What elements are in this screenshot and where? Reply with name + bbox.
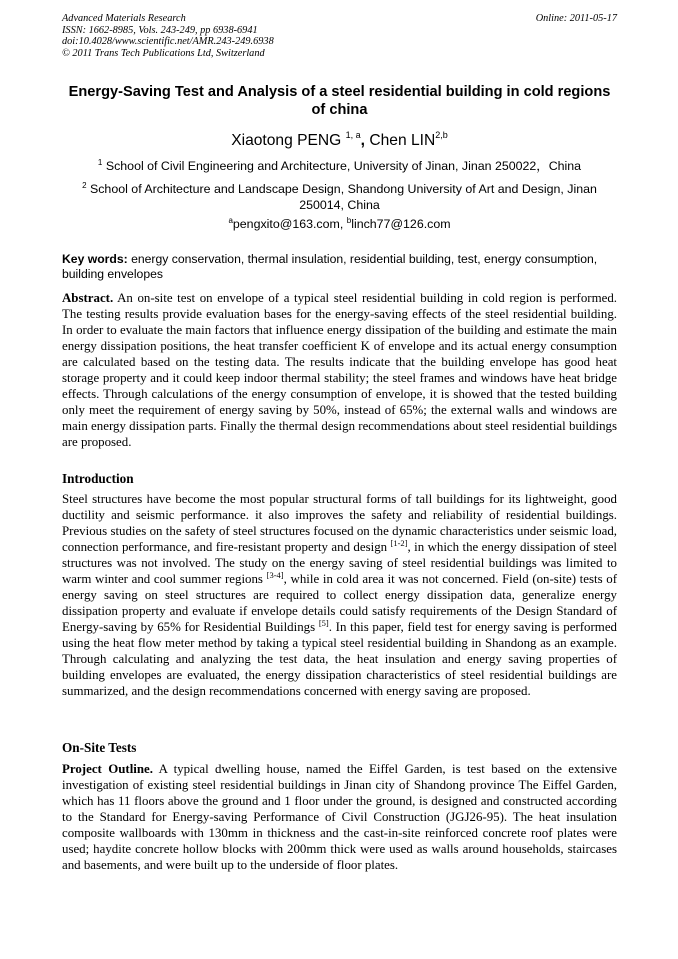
affiliation-2-number: 2 — [82, 181, 87, 190]
keywords-text: energy conservation, thermal insulation, residential building, test, energy consumption, building envelopes — [62, 252, 598, 282]
citation-3-4: [3-4] — [266, 570, 284, 580]
author-1-marker: 1, a — [345, 130, 361, 140]
affiliation-1-number: 1 — [97, 158, 103, 167]
author-2: Chen LIN — [369, 132, 436, 149]
author-2-marker: 2,b — [435, 130, 448, 140]
author-line: Xiaotong PENG $^{1, a}$, Chen LIN$^{2,b}$ — [231, 130, 448, 149]
project-outline-paragraph — [62, 761, 617, 873]
copyright-line: © 2011 Trans Tech Publications Ltd, Switzerland — [62, 47, 265, 59]
keywords — [62, 252, 617, 283]
affiliation-2 — [62, 181, 617, 213]
issn-line: ISSN: 1662-8985, Vols. 243-249, pp 6938-6941 — [62, 24, 258, 36]
intro-text-3: , while in cold area it was not concerned. Field (on-site) tests of energy saving on steel structures are required to collect energy dissipation data, generalize energy dissipation property and evaluate if envelope details could satisfy requirements of the Design Standard of Energy-saving by 65% for Residential Buildings — [62, 572, 617, 634]
affiliation-1 — [62, 158, 617, 174]
affiliation-2-text: School of Architecture and Landscape Design, Shandong University of Art and Design, Jinan 250014, China — [89, 182, 597, 212]
email-b-marker: b — [346, 216, 352, 225]
doi-line: doi:10.4028/www.scientific.net/AMR.243-249.6938 — [62, 36, 274, 48]
intro-text-1: Steel structures have become the most popular structural forms of tall buildings for its lightweight, good ductility and seismic performance. it also improves the safety and reliability of residential buildings. Previous studies on the safety of steel structures focused on the dynamic characteristics under seismic load, connection performance, and fire-resistant property and design — [62, 492, 617, 554]
online-date: Online: 2011-05-17 — [535, 13, 617, 24]
email-a-marker: a — [228, 216, 233, 225]
introduction-paragraph — [62, 491, 617, 699]
onsite-tests-heading: On-Site Tests — [62, 740, 137, 755]
author-emails — [62, 216, 617, 232]
affiliation-1-text: School of Civil Engineering and Architecture, University of Jinan, Jinan 250022，China — [105, 159, 582, 173]
abstract-paragraph — [62, 290, 617, 450]
paper-title: Energy-Saving Test and Analysis of a steel residential building in cold regions of china — [68, 84, 611, 118]
introduction-heading: Introduction — [62, 471, 134, 486]
abstract-label: Abstract. — [62, 291, 114, 305]
email-a: pengxito@163.com, — [232, 217, 344, 231]
journal-name: Advanced Materials Research — [62, 13, 186, 24]
project-outline-text: A typical dwelling house, named the Eiffel Garden, is test based on the extensive investigation of existing steel residential buildings in Jinan city of Shandong province The Eiffel Garden, which has 11 floors above the ground and 1 floor under the ground, is designed and constructed according to the Standard for Energy-saving Performance of Civil Construction (JGJ26-95). The heat insulation composite wallboards with 130mm in thickness and the cast-in-site reinforced concrete roof plates were used; haydite concrete hollow blocks with 200mm thick were used as walls around households, staircases and basements, and were built up to the underside of floor plates. — [62, 762, 617, 872]
author-1: Xiaotong PENG — [231, 132, 342, 149]
keywords-label: Key words: — [62, 252, 128, 266]
intro-text-4: . In this paper, field test for energy saving is performed using the heat flow meter method by taking a typical steel residential building in Shandong as an example. Through calculating and analyzing the test data, the heat insulation and energy saving properties of building envelopes are evaluated, the energy dissipation characteristics of steel residential buildings are summarized, and the design recommendations concerned with energy saving are proposed. — [62, 620, 617, 698]
journal-header — [62, 13, 617, 59]
citation-1-2: [1-2] — [390, 538, 408, 548]
intro-text-2: , in which the energy dissipation of steel structures was not involved. The study on the energy saving of steel residential buildings was limited to warm winter and cool summer regions — [62, 540, 617, 586]
citation-5: [5] — [318, 618, 329, 628]
project-outline-label: Project Outline. — [62, 762, 153, 776]
abstract-text: An on-site test on envelope of a typical steel residential building in cold region is performed. The testing results provide evaluation bases for the energy-saving effects of the steel residential building. In order to evaluate the main factors that influence energy dissipation of the building and estimate the main energy dissipation positions, the heat transfer coefficient K of envelope and its actual energy consumption are calculated based on the testing data. The results indicate that the building envelope has good heat storage property and it could keep indoor thermal stability; the steel frames and windows have heat bridge effects. Through calculations of the energy consumption of envelope, it is showed that the tested building only meet the requirement of energy saving by 50%, instead of 65%; the external walls and windows are main energy dissipation parts. Finally the thermal design recommendations about steel residential buildings are proposed. — [62, 291, 617, 449]
email-b: linch77@126.com — [351, 217, 451, 231]
